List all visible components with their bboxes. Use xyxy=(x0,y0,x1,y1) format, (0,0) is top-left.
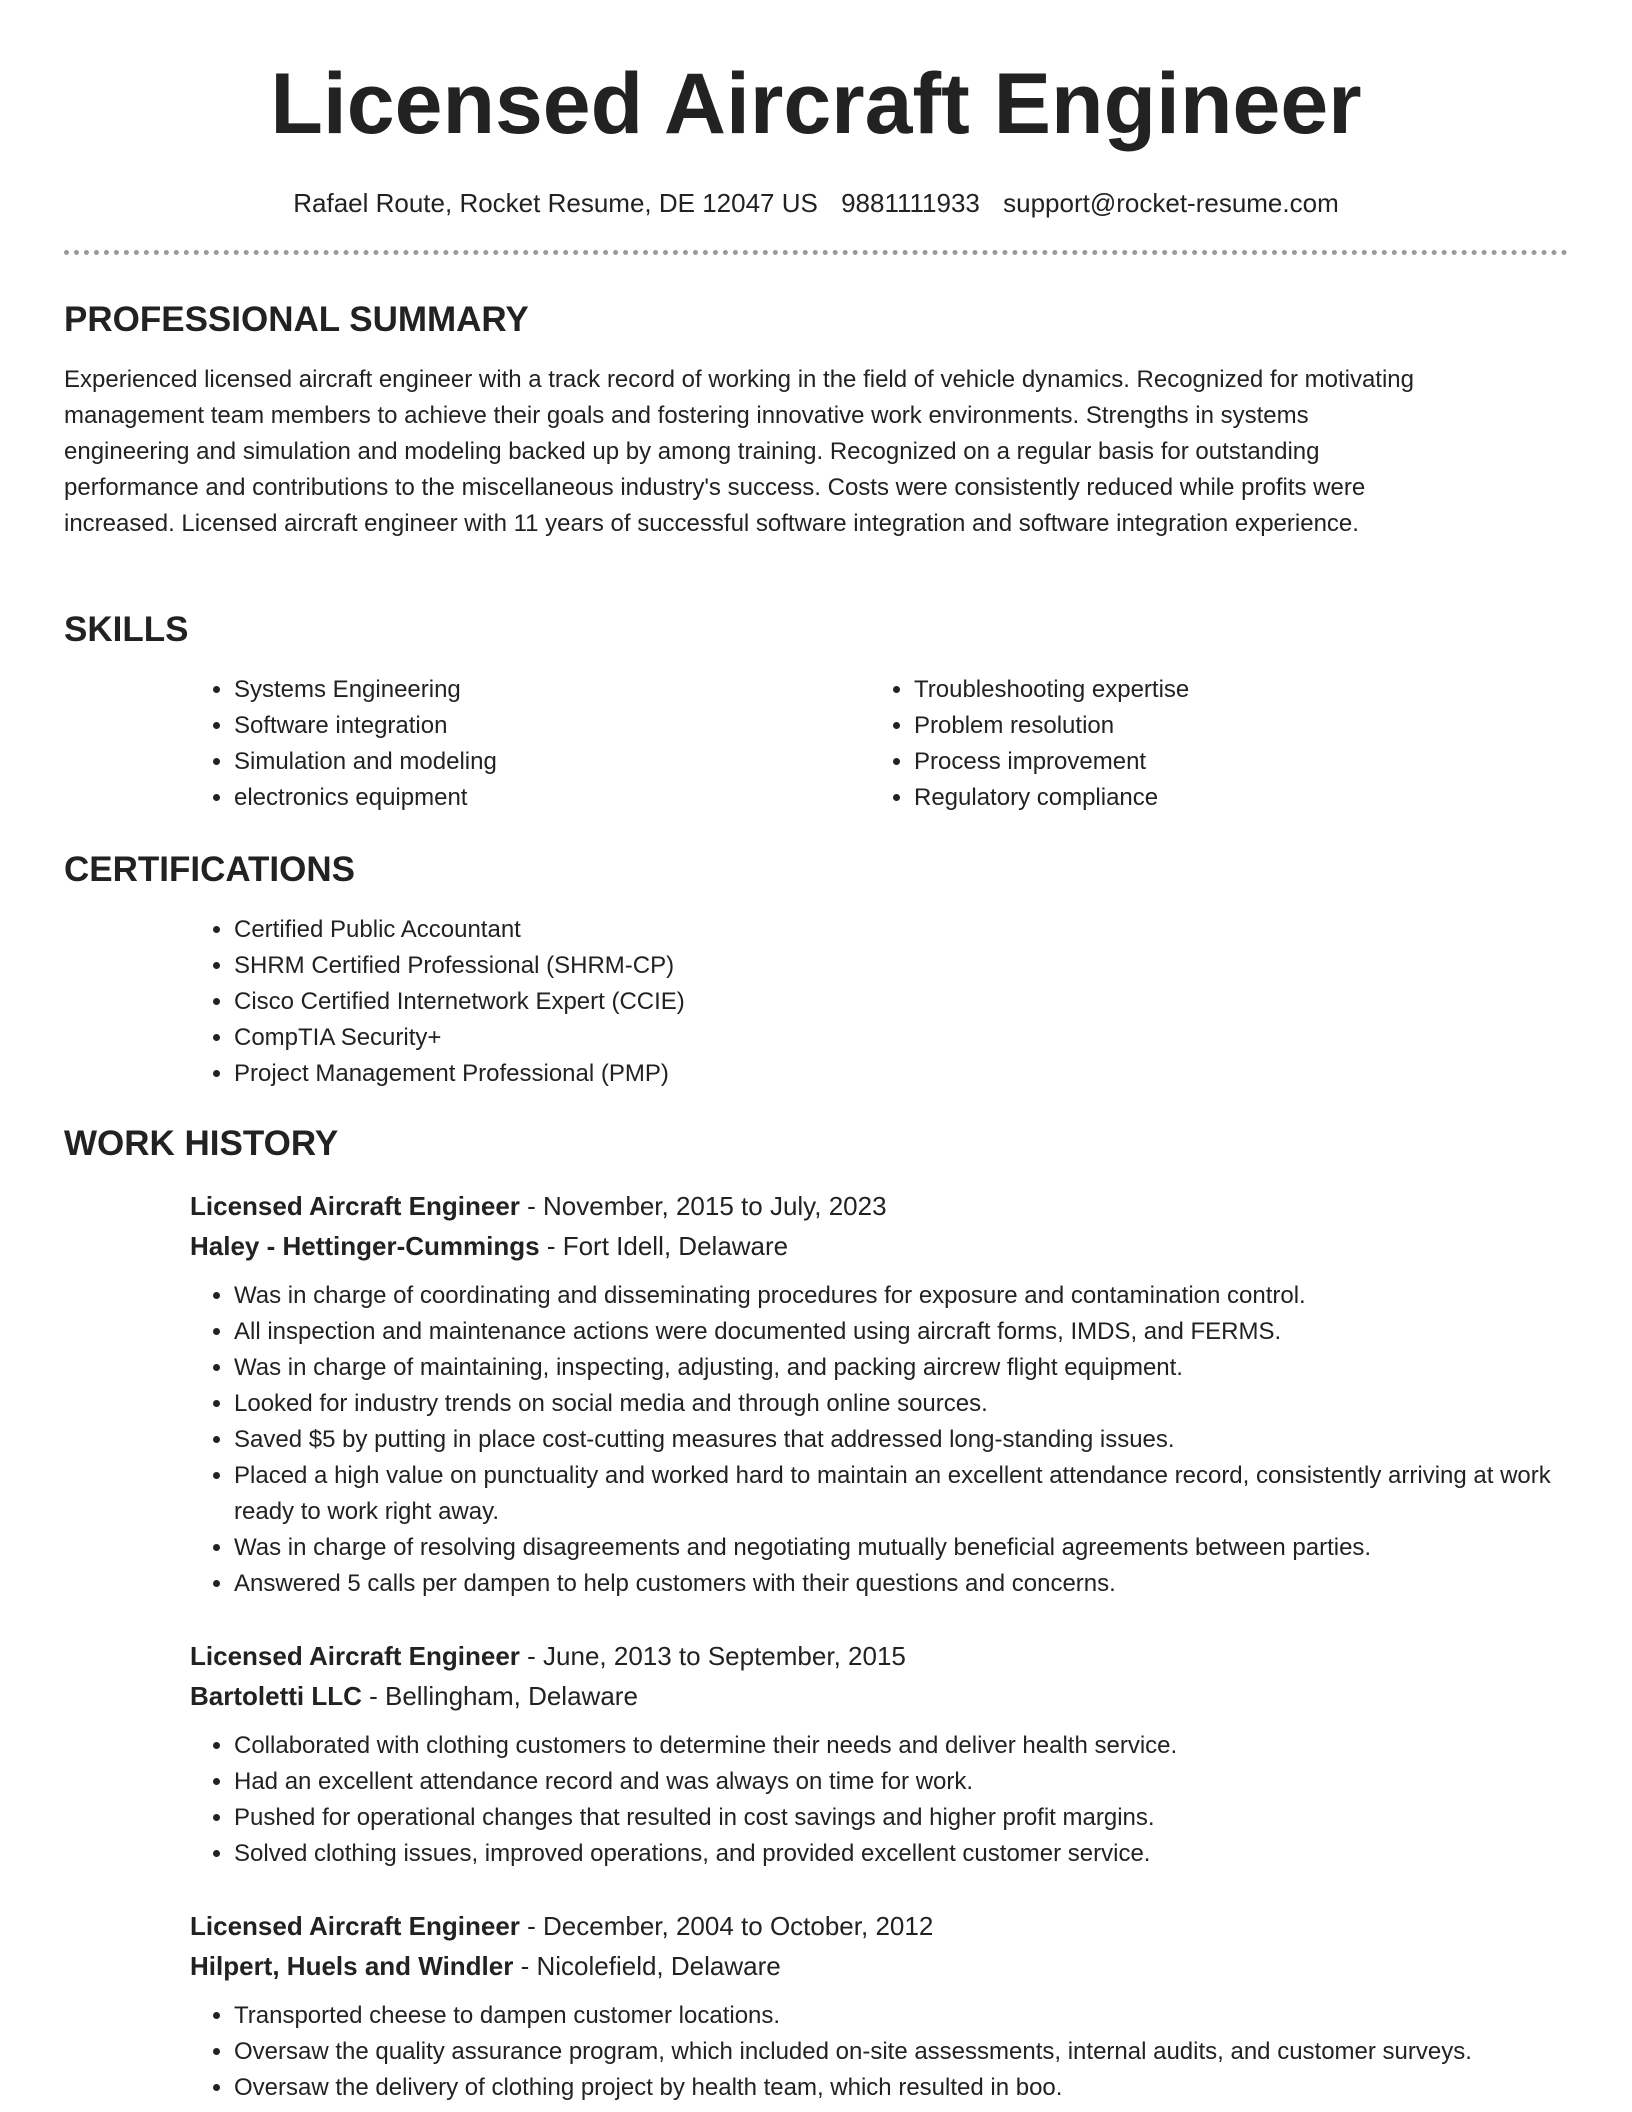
list-item: • Oversaw the quality assurance program, which included on-site assessments, internal audits, and customer surveys. xyxy=(234,2034,1560,2070)
certifications-heading: CERTIFICATIONS xyxy=(64,850,356,889)
job-bullets xyxy=(190,1728,1560,1872)
list-item: • Project Management Professional (PMP) xyxy=(234,1056,1560,1092)
resume-title: Licensed Aircraft Engineer xyxy=(270,56,1362,152)
job-location: - Bellingham, Delaware xyxy=(361,1681,638,1711)
list-item: • Solved clothing issues, improved operations, and provided excellent customer service. xyxy=(234,1836,1560,1872)
job-company: Hilpert, Huels and Windler xyxy=(190,1951,514,1981)
list-item: • Was in charge of coordinating and disseminating procedures for exposure and contamination control. xyxy=(234,1278,1560,1314)
list-item: • Process improvement xyxy=(914,744,1550,780)
list-item: • Was in charge of maintaining, inspecting, adjusting, and packing aircrew flight equipment. xyxy=(234,1350,1560,1386)
list-item: • Was in charge of resolving disagreements and negotiating mutually beneficial agreements between parties. xyxy=(234,1530,1560,1566)
list-item: • All inspection and maintenance actions were documented using aircraft forms, IMDS, and FERMS. xyxy=(234,1314,1560,1350)
skills-column-right xyxy=(870,672,1550,816)
list-item: • Oversaw the delivery of clothing project by health team, which resulted in boo. xyxy=(234,2070,1560,2106)
list-item: • Transported cheese to dampen customer locations. xyxy=(234,1998,1560,2034)
summary-text: Experienced licensed aircraft engineer with a track record of working in the field of vehicle dynamics. Recognized for motivating management team members to achieve their goals and fostering innovative work environments. Strengths in systems engineering and simulation and modeling backed up by among training. Recognized on a regular basis for outstanding performance and contributions to the miscellaneous industry's success. Costs were consistently reduced while profits were increased. Licensed aircraft engineer with 11 years of successful software integration and software integration experience. xyxy=(64,366,1414,537)
job-entry xyxy=(190,1186,1560,1602)
work-history-section xyxy=(64,1122,1568,2106)
summary-section xyxy=(64,298,1568,542)
job-title-line xyxy=(190,1906,1560,1946)
list-item: • Simulation and modeling xyxy=(234,744,870,780)
list-item: • Regulatory compliance xyxy=(914,780,1550,816)
list-item: • Software integration xyxy=(234,708,870,744)
job-company-line xyxy=(190,1946,1560,1986)
certifications-section xyxy=(64,848,1568,1092)
list-item: • Saved $5 by putting in place cost-cutting measures that addressed long-standing issues. xyxy=(234,1422,1560,1458)
job-company-line xyxy=(190,1226,1560,1266)
job-title: Licensed Aircraft Engineer xyxy=(190,1641,520,1671)
list-item: • electronics equipment xyxy=(234,780,870,816)
list-item: • Systems Engineering xyxy=(234,672,870,708)
header-divider xyxy=(64,250,1568,255)
job-location: - Nicolefield, Delaware xyxy=(513,1951,781,1981)
list-item: • Looked for industry trends on social media and through online sources. xyxy=(234,1386,1560,1422)
job-dates: - November, 2015 to July, 2023 xyxy=(519,1191,887,1221)
job-entry xyxy=(190,1906,1560,2106)
summary-heading: PROFESSIONAL SUMMARY xyxy=(64,300,529,339)
skills-section xyxy=(64,608,1568,816)
job-bullets xyxy=(190,1998,1560,2106)
list-item: • Placed a high value on punctuality and worked hard to maintain an excellent attendance record, consistently arriving at work ready to work right away. xyxy=(234,1458,1560,1530)
list-item: • Had an excellent attendance record and was always on time for work. xyxy=(234,1764,1560,1800)
certifications-body xyxy=(190,912,1560,1092)
contact-line xyxy=(0,186,1632,220)
skills-list-right xyxy=(870,672,1550,816)
work-history-heading: WORK HISTORY xyxy=(64,1124,339,1163)
contact-address: Rafael Route, Rocket Resume, DE 12047 US xyxy=(293,188,818,218)
list-item: • SHRM Certified Professional (SHRM-CP) xyxy=(234,948,1560,984)
job-dates: - June, 2013 to September, 2015 xyxy=(519,1641,906,1671)
job-dates: - December, 2004 to October, 2012 xyxy=(519,1911,934,1941)
list-item: • Troubleshooting expertise xyxy=(914,672,1550,708)
job-company: Bartoletti LLC xyxy=(190,1681,362,1711)
list-item: • Problem resolution xyxy=(914,708,1550,744)
list-item: • Cisco Certified Internetwork Expert (CCIE) xyxy=(234,984,1560,1020)
certifications-list xyxy=(190,912,1560,1092)
job-entry xyxy=(190,1636,1560,1872)
list-item: • CompTIA Security+ xyxy=(234,1020,1560,1056)
list-item: • Certified Public Accountant xyxy=(234,912,1560,948)
job-location: - Fort Idell, Delaware xyxy=(539,1231,789,1261)
job-bullets xyxy=(190,1278,1560,1602)
job-title: Licensed Aircraft Engineer xyxy=(190,1191,520,1221)
resume-header xyxy=(0,0,1632,220)
job-title-line xyxy=(190,1186,1560,1226)
skills-grid xyxy=(190,672,1560,816)
skills-column-left xyxy=(190,672,870,816)
list-item: • Pushed for operational changes that resulted in cost savings and higher profit margins. xyxy=(234,1800,1560,1836)
list-item: • Answered 5 calls per dampen to help customers with their questions and concerns. xyxy=(234,1566,1560,1602)
skills-list-left xyxy=(190,672,870,816)
list-item: • Collaborated with clothing customers to determine their needs and deliver health service. xyxy=(234,1728,1560,1764)
job-company-line xyxy=(190,1676,1560,1716)
contact-email: support@rocket-resume.com xyxy=(1003,188,1339,218)
job-company: Haley - Hettinger-Cummings xyxy=(190,1231,540,1261)
job-title: Licensed Aircraft Engineer xyxy=(190,1911,520,1941)
skills-heading: SKILLS xyxy=(64,610,189,649)
job-title-line xyxy=(190,1636,1560,1676)
contact-phone: 9881111933 xyxy=(841,188,980,218)
